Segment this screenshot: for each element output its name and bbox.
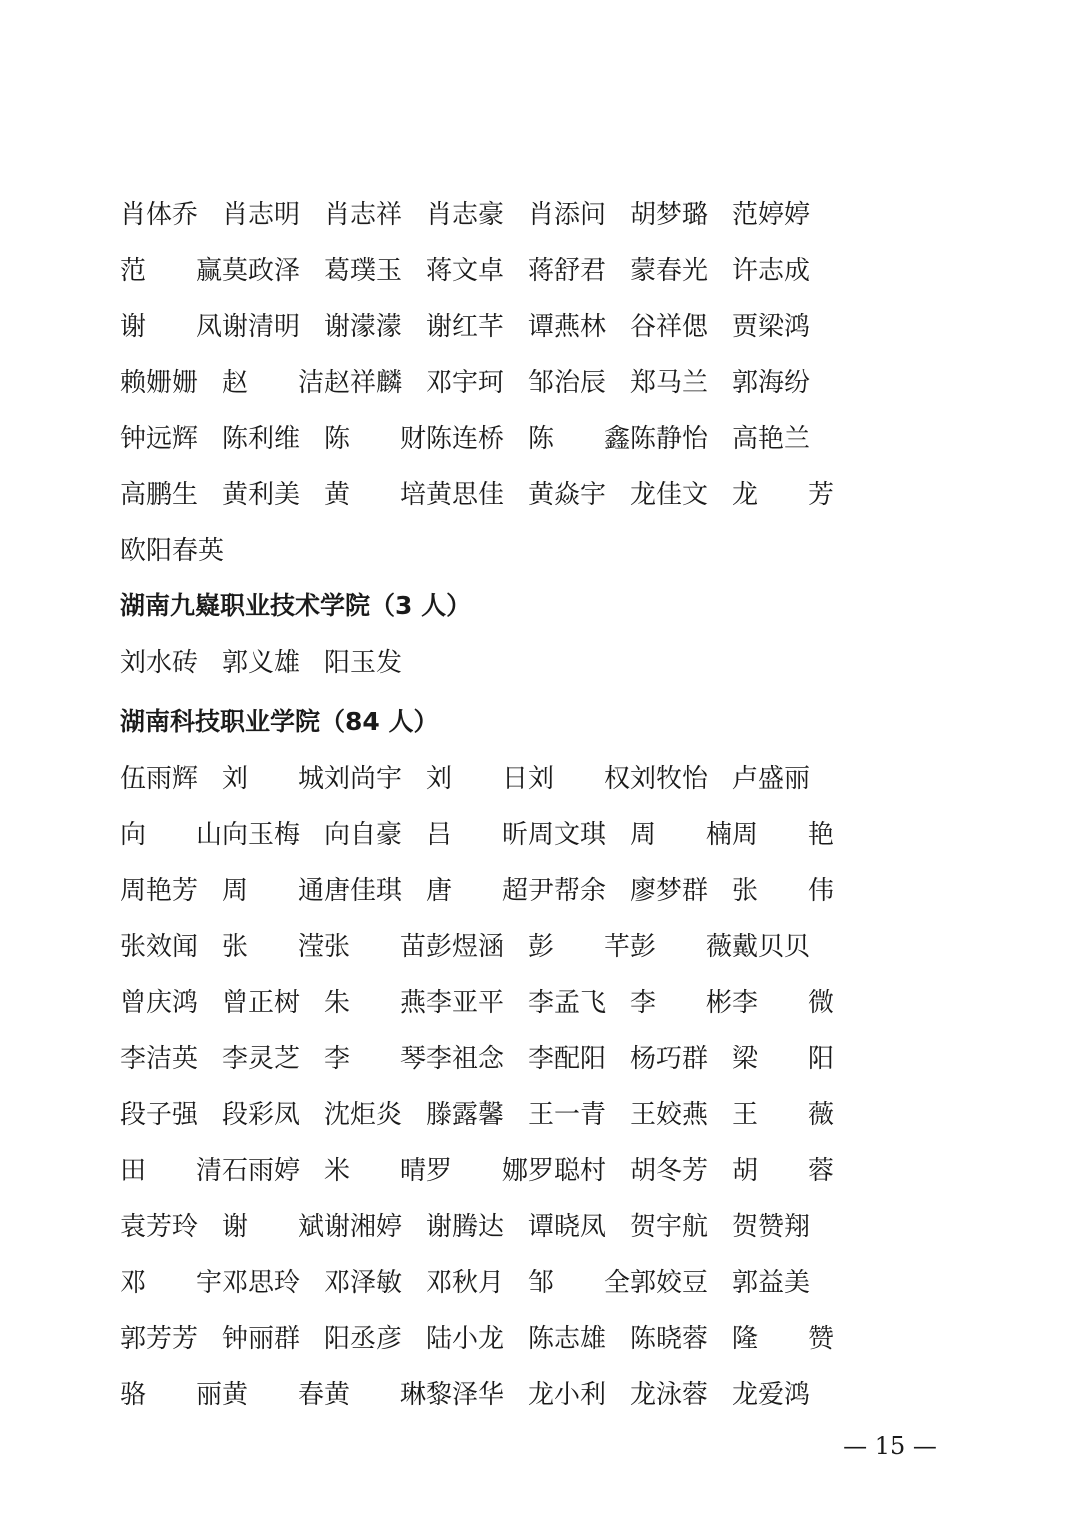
person-name: 阳玉发 [324,647,403,678]
person-name: 陈 鑫 [528,423,630,454]
person-name: 谢 凤 [120,311,222,342]
person-name: 李 琴 [324,1043,426,1074]
person-name: 张 滢 [222,931,324,962]
person-name: 蒋文卓 [426,255,505,286]
person-name: 高鹏生 [120,479,199,510]
person-name: 廖梦群 [630,875,709,906]
person-name: 黄思佳 [426,479,505,510]
person-name: 陈连桥 [426,423,505,454]
person-name: 葛璞玉 [324,255,403,286]
name-row [120,860,840,916]
person-name: 龙爱鸿 [732,1379,811,1410]
person-name: 李灵芝 [222,1043,301,1074]
person-name: 向玉梅 [222,819,301,850]
person-name: 黄 培 [324,479,426,510]
person-name: 李 彬 [630,987,732,1018]
person-name: 曾正树 [222,987,301,1018]
person-name: 戴贝贝 [732,931,811,962]
section-jiuyi [120,576,840,688]
person-name: 肖添问 [528,199,607,230]
person-name: 龙泳蓉 [630,1379,709,1410]
person-name: 郭义雄 [222,647,301,678]
person-name: 龙小利 [528,1379,607,1410]
person-name: 胡冬芳 [630,1155,709,1186]
person-name: 刘水砖 [120,647,199,678]
name-row [120,184,840,240]
person-name: 周 楠 [630,819,732,850]
person-name: 龙佳文 [630,479,709,510]
person-name: 胡 蓉 [732,1155,834,1186]
person-name: 黄 春 [222,1379,324,1410]
person-name: 张 苗 [324,931,426,962]
name-row [120,520,840,576]
person-name: 刘 城 [222,763,324,794]
person-name: 谢湘婷 [324,1211,403,1242]
person-name: 赵 洁 [222,367,324,398]
person-name: 李洁英 [120,1043,199,1074]
person-name: 王姣燕 [630,1099,709,1130]
person-name: 王 薇 [732,1099,834,1130]
person-name: 谢濛濛 [324,311,403,342]
person-name: 谭燕林 [528,311,607,342]
person-name: 张效闻 [120,931,199,962]
person-name: 李配阳 [528,1043,607,1074]
person-name: 刘 权 [528,763,630,794]
name-row [120,352,840,408]
person-name: 伍雨辉 [120,763,199,794]
name-row [120,632,840,688]
person-name: 彭 芊 [528,931,630,962]
name-row [120,296,840,352]
person-name: 陈静怡 [630,423,709,454]
person-name: 唐 超 [426,875,528,906]
person-name: 邓泽敏 [324,1267,403,1298]
person-name: 米 晴 [324,1155,426,1186]
person-name: 钟丽群 [222,1323,301,1354]
person-name: 贺赞翔 [732,1211,811,1242]
person-name: 肖志豪 [426,199,505,230]
person-name: 肖体乔 [120,199,199,230]
person-name: 贾梁鸿 [732,311,811,342]
person-name: 罗 娜 [426,1155,528,1186]
person-name: 郑马兰 [630,367,709,398]
person-name: 彭煜涵 [426,931,505,962]
person-name: 许志成 [732,255,811,286]
person-name: 谢腾达 [426,1211,505,1242]
person-name: 谭晓凤 [528,1211,607,1242]
person-name: 谢红芊 [426,311,505,342]
person-name: 胡梦璐 [630,199,709,230]
person-name: 周 通 [222,875,324,906]
person-name: 段彩凤 [222,1099,301,1130]
section-heading-keji: 湖南科技职业学院（84 人） [120,707,439,736]
person-name: 李祖念 [426,1043,505,1074]
person-name: 周 艳 [732,819,834,850]
name-row [120,240,840,296]
person-name: 邹 全 [528,1267,630,1298]
person-name: 朱 燕 [324,987,426,1018]
person-name: 石雨婷 [222,1155,301,1186]
person-name: 刘 日 [426,763,528,794]
name-row [120,1196,840,1252]
person-name: 向自豪 [324,819,403,850]
person-name: 卢盛丽 [732,763,811,794]
section-keji [120,692,840,1420]
person-name: 赖姗姗 [120,367,199,398]
person-name: 贺宇航 [630,1211,709,1242]
person-name: 欧阳春英 [120,535,225,566]
person-name: 刘尚宇 [324,763,403,794]
person-name: 唐佳琪 [324,875,403,906]
names-top [120,184,840,576]
person-name: 袁芳玲 [120,1211,199,1242]
person-name: 范婷婷 [732,199,811,230]
person-name: 龙 芳 [732,479,834,510]
person-name: 黄利美 [222,479,301,510]
name-row [120,1084,840,1140]
person-name: 高艳兰 [732,423,811,454]
person-name: 邓 宇 [120,1267,222,1298]
person-name: 谷祥偲 [630,311,709,342]
person-name: 陈 财 [324,423,426,454]
person-name: 王一青 [528,1099,607,1130]
person-name: 梁 阳 [732,1043,834,1074]
name-row [120,972,840,1028]
person-name: 陈晓蓉 [630,1323,709,1354]
section-heading-jiuyi: 湖南九嶷职业技术学院（3 人） [120,591,472,620]
person-name: 隆 赞 [732,1323,834,1354]
person-name: 罗聪村 [528,1155,607,1186]
name-row [120,1252,840,1308]
person-name: 陈利维 [222,423,301,454]
person-name: 尹帮余 [528,875,607,906]
person-name: 谢 斌 [222,1211,324,1242]
person-name: 邹治辰 [528,367,607,398]
person-name: 钟远辉 [120,423,199,454]
person-name: 田 清 [120,1155,222,1186]
person-name: 陆小龙 [426,1323,505,1354]
person-name: 郭姣豆 [630,1267,709,1298]
person-name: 吕 昕 [426,819,528,850]
name-row [120,1028,840,1084]
person-name: 肖志祥 [324,199,403,230]
person-name: 沈炬炎 [324,1099,403,1130]
person-name: 邓秋月 [426,1267,505,1298]
person-name: 曾庆鸿 [120,987,199,1018]
person-name: 范 赢 [120,255,222,286]
person-name: 黄焱宇 [528,479,607,510]
person-name: 段子强 [120,1099,199,1130]
person-name: 郭海纷 [732,367,811,398]
person-name: 邓思玲 [222,1267,301,1298]
person-name: 滕露馨 [426,1099,505,1130]
person-name: 阳丞彦 [324,1323,403,1354]
page-number: — 15 — [843,1432,937,1460]
person-name: 杨巧群 [630,1043,709,1074]
name-row [120,748,840,804]
person-name: 陈志雄 [528,1323,607,1354]
person-name: 蒙春光 [630,255,709,286]
person-name: 郭芳芳 [120,1323,199,1354]
person-name: 向 山 [120,819,222,850]
name-row [120,408,840,464]
person-name: 刘牧怡 [630,763,709,794]
person-name: 周艳芳 [120,875,199,906]
person-name: 李孟飞 [528,987,607,1018]
person-name: 郭益美 [732,1267,811,1298]
person-name: 黎泽华 [426,1379,505,1410]
person-name: 彭 薇 [630,931,732,962]
person-name: 谢清明 [222,311,301,342]
person-name: 邓宇珂 [426,367,505,398]
person-name: 蒋舒君 [528,255,607,286]
person-name: 肖志明 [222,199,301,230]
person-name: 周文琪 [528,819,607,850]
person-name: 莫政泽 [222,255,301,286]
name-row [120,1140,840,1196]
name-row [120,464,840,520]
person-name: 赵祥麟 [324,367,403,398]
person-name: 李亚平 [426,987,505,1018]
person-name: 黄 琳 [324,1379,426,1410]
name-row [120,1308,840,1364]
name-row [120,804,840,860]
person-name: 骆 丽 [120,1379,222,1410]
name-row [120,916,840,972]
person-name: 张 伟 [732,875,834,906]
person-name: 李 微 [732,987,834,1018]
name-row [120,1364,840,1420]
